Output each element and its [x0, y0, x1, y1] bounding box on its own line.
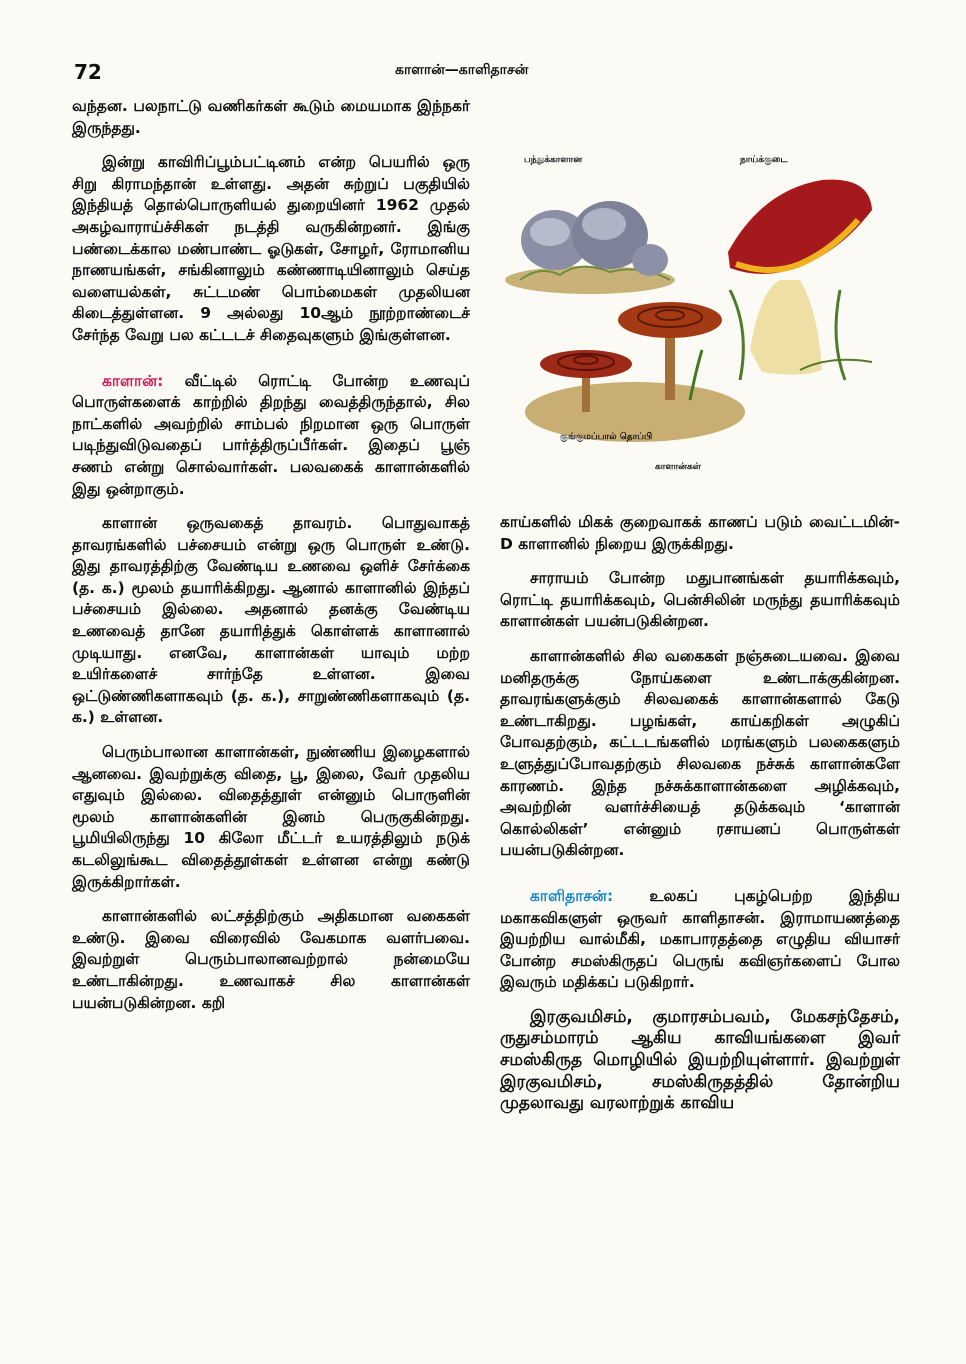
mushroom-figure: [500, 140, 900, 480]
mushroom-illustration: [500, 140, 900, 480]
paragraph: வந்தன. பலநாட்டு வணிகர்கள் கூடும் மையமாக இந்நகர் இருந்தது.: [72, 97, 470, 137]
paragraph: இரகுவமிசம், குமாரசம்பவம், மேகசந்தேசம், ருதுசம்மாரம் ஆகிய காவியங்களை இவர் சமஸ்கிருத மொழியில் இயற்றியுள்ளார். இவற்றுள் இரகுவமிசம், சமஸ்கிருதத்தில் தோன்றிய முதலாவது வரலாற்றுக் காவிய: [500, 1006, 900, 1114]
paragraph: காளான்களில் லட்சத்திற்கும் அதிகமான வகைகள் உண்டு. இவை விரைவில் வேகமாக வளர்பவை. இவற்றுள் பெரும்பாலானவற்றால் நன்மையே உண்டாகின்றது. உணவாகச் சில காளான்கள் பயன்படுகின்றன. கறி: [72, 907, 470, 1012]
paragraph: காளான்களில் சில வகைகள் நஞ்சுடையவை. இவை மனிதருக்கு நோய்களை உண்டாக்குகின்றன. தாவரங்களுக்கும் சிலவகைக் காளான்களால் கேடு உண்டாகிறது. பழங்கள், காய்கறிகள் அழுகிப் போவதற்கும், கட்டடங்களில் மரங்களும் பலகைகளும் உளுத்துப்போவதற்கும் சிலவகை நச்சுக் காளான்களே காரணம். இந்த நச்சுக்காளான்களை அழிக்கவும், அவற்றின் வளர்ச்சியைத் தடுக்கவும் ‘காளான் கொல்லிகள்’ என்னும் ரசாயனப் பொருள்கள் பயன்படுகின்றன.: [500, 646, 900, 860]
paragraph-entry-kalan: [72, 371, 470, 501]
paragraph-entry-kalidasan: [500, 886, 900, 994]
paragraph: காய்களில் மிகக் குறைவாகக் காணப் படும் வைட்டமின்-D காளானில் நிறைய இருக்கிறது.: [500, 513, 900, 553]
entry-heading: காளிதாசன்:: [530, 886, 614, 905]
paragraph: காளான் ஒருவகைத் தாவரம். பொதுவாகத் தாவரங்களில் பச்சையம் என்று ஒரு பொருள் உண்டு. இது தாவரத்திற்கு வேண்டிய உணவை ஒளிச் சேர்க்கை (த. க.) மூலம் தயாரிக்கிறது. ஆனால் காளானில் இந்தப் பச்சையம் இல்லை. அதனால் தனக்கு வேண்டிய உணவைத் தானே தயாரித்துக் கொள்ளக் காளானால் முடியாது. எனவே, காளான்கள் யாவும் மற்ற உயிர்களைச் சார்ந்தே உள்ளன. இவை ஒட்டுண்ணிகளாகவும் (த. க.), சாறுண்ணிகளாகவும் (த. க.) உள்ளன.: [72, 514, 470, 727]
paragraph: இன்று காவிரிப்பூம்பட்டினம் என்ற பெயரில் ஒரு சிறு கிராமந்தான் உள்ளது. அதன் சுற்றுப் பகுதியில் இந்தியத் தொல்பொருளியல் துறையினர் 1962 முதல் அகழ்வாராய்ச்சிகள் நடத்தி வருகின்றனர். இங்கு பண்டைக்கால மண்பாண்ட ஓடுகள், சோழர், ரோமானிய நாணயங்கள், சங்கினாலும் கண்ணாடியினாலும் செய்த வளையல்கள், சுட்டமண் பொம்மைகள் முதலியன கிடைத்துள்ளன. 9 அல்லது 10ஆம் நூற்றாண்டைச் சேர்ந்த வேறு பல கட்டடச் சிதைவுகளும் இங்குள்ளன.: [72, 153, 470, 344]
left-column: [72, 96, 470, 1027]
label-saffron-milk-cap: குங்குமப்பால் தொப்பி: [560, 432, 653, 442]
entry-text: வீட்டில் ரொட்டி போன்ற உணவுப் பொருள்களைக் காற்றில் திறந்து வைத்திருந்தால், சில நாட்களில் அவற்றில் சாம்பல் நிறமான ஒரு பொருள் படிந்துவிடுவதைப் பார்த்திருப்பீர்கள். இதைப் பூஞ் சணம் என்று சொல்வார்கள். பலவகைக் காளான்களில் இது ஒன்றாகும்.: [72, 371, 470, 498]
entry-text: உலகப் புகழ்பெற்ற இந்திய மகாகவிகளுள் ஒருவர் காளிதாசன். இராமாயணத்தை இயற்றிய வால்மீகி, மகாபாரதத்தை எழுதிய வியாசர் போன்ற சமஸ்கிருதப் பெருங் கவிஞர்களைப் போல இவரும் மதிக்கப் படுகிறார்.: [500, 886, 900, 992]
label-toadstool: நாய்க்குடை: [740, 155, 788, 165]
page-number: 72: [74, 60, 102, 84]
entry-heading: காளான்:: [102, 371, 164, 390]
running-title: காளான்—காளிதாசன்: [395, 62, 529, 78]
paragraph: சாராயம் போன்ற மதுபானங்கள் தயாரிக்கவும், ரொட்டி தயாரிக்கவும், பென்சிலின் மருந்து தயாரிக்கவும் காளான்கள் பயன்படுகின்றன.: [500, 569, 900, 631]
label-puffball: பந்துக்காளான: [524, 155, 583, 165]
right-column: [500, 512, 900, 1128]
figure-caption: காளான்கள்: [655, 462, 701, 472]
paragraph: பெரும்பாலான காளான்கள், நுண்ணிய இழைகளால் ஆனவை. இவற்றுக்கு விதை, பூ, இலை, வேர் முதலிய எதுவும் இல்லை. விதைத்தூள் என்னும் பொருளின் மூலம் காளான்களின் இனம் பெருகுகின்றது. பூமியிலிருந்து 10 கிலோ மீட்டர் உயரத்திலும் நடுக் கடலிலுங்கூட விதைத்தூள்கள் உள்ளன என்று கண்டு இருக்கிறார்கள்.: [72, 743, 470, 891]
